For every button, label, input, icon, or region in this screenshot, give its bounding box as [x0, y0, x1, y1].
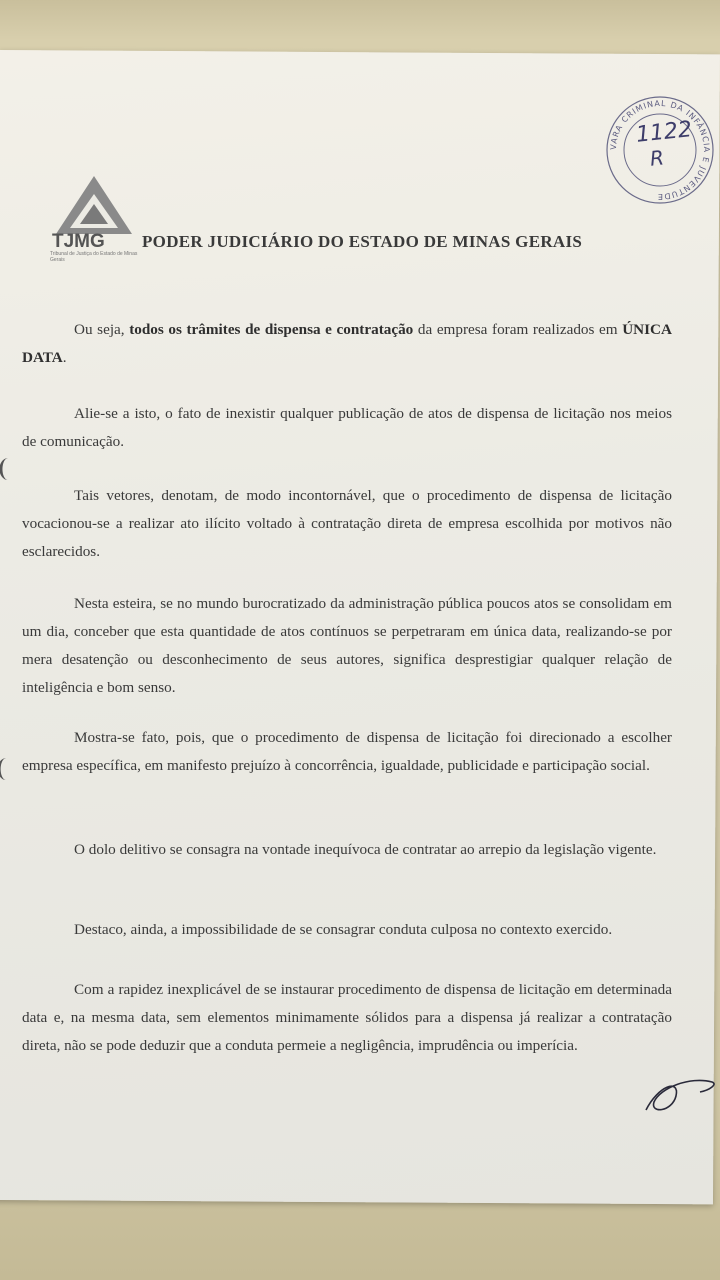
paragraph-5: Mostra-se fato, pois, que o procedimento de dispensa de licitação foi direcionado a escolher empresa específica, em manifesto prejuízo à concorrência, igualdade, publicidade e participação social.: [22, 729, 672, 774]
binder-hole-mark: [0, 758, 15, 780]
paragraph-6: O dolo delitivo se consagra na vontade inequívoca de contratar ao arrepio da legislação vigente.: [74, 841, 657, 858]
signature-icon: [640, 1068, 720, 1118]
paragraph-2: Alie-se a isto, o fato de inexistir qualquer publicação de atos de dispensa de licitação nos meios de comunicação.: [22, 405, 672, 450]
stamp-suffix: R: [648, 145, 666, 171]
paragraph-4: Nesta esteira, se no mundo burocratizado da administração pública poucos atos se consolidam em um dia, conceber que esta quantidade de atos contínuos se perpetraram em única data, realizando-se por mera desatenção ou desconhecimento de seus autores, significa desprestigiar qualquer relação de inteligência e bom senso.: [22, 595, 672, 696]
binder-hole-mark: [0, 458, 17, 480]
page-title: PODER JUDICIÁRIO DO ESTADO DE MINAS GERAIS: [142, 232, 583, 251]
court-stamp: [604, 94, 716, 206]
stamp-number: 1122: [634, 117, 694, 148]
paragraph-8: Com a rapidez inexplicável de se instaurar procedimento de dispensa de licitação em determinada data e, na mesma data, sem elementos minimamente sólidos para a dispensa já realizar a contratação direta, não se pode deduzir que a conduta permeie a negligência, imprudência ou imperícia.: [22, 981, 672, 1054]
logo-name: TJMG: [52, 231, 105, 252]
svg-text:VARA CRIMINAL DA INFÂNCIA E JU: VARA CRIMINAL DA INFÂNCIA E JUVENTUDE: [608, 98, 712, 202]
paragraph-3: Tais vetores, denotam, de modo incontornável, que o procedimento de dispensa de licitação vocacionou-se a realizar ato ilícito voltado à contratação direta de empresa escolhida por motivos não esclarecidos.: [22, 487, 672, 560]
paragraph-7: Destaco, ainda, a impossibilidade de se consagrar conduta culposa no contexto exercido.: [74, 921, 613, 938]
paragraph-1: Ou seja, todos os trâmites de dispensa e contratação da empresa foram realizados em ÚNICA DATA.: [22, 321, 672, 366]
logo-subtitle: Tribunal de Justiça do Estado de Minas Gerais: [50, 251, 138, 263]
